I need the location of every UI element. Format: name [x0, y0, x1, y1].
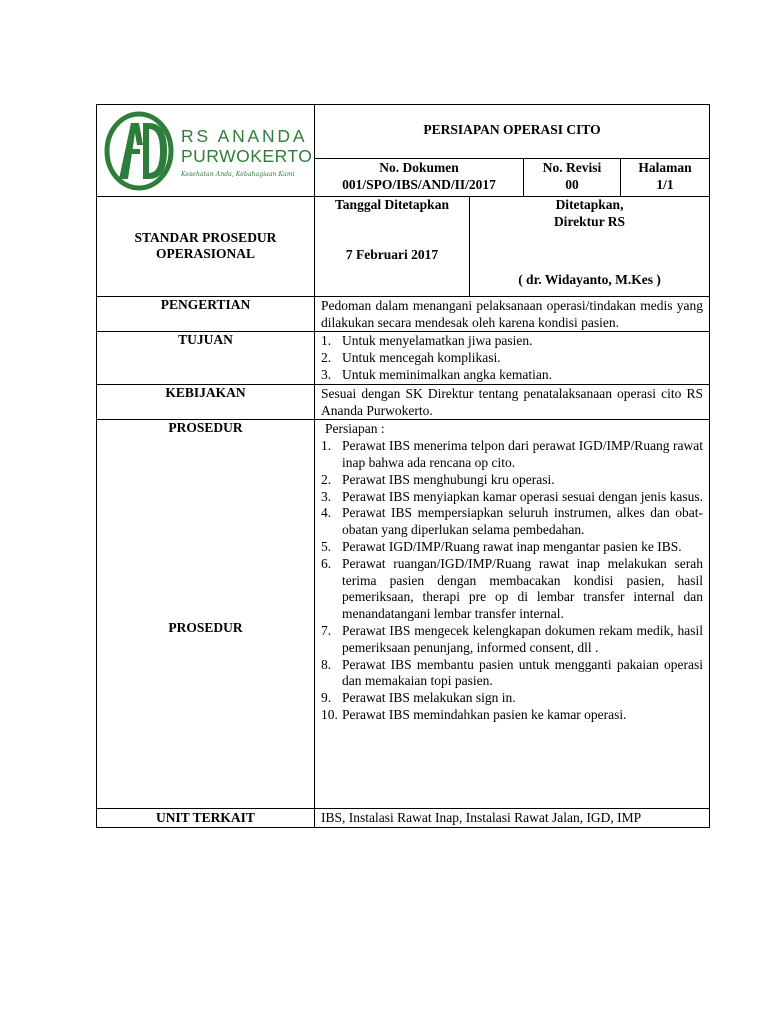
document-title: PERSIAPAN OPERASI CITO [315, 105, 710, 159]
logo-tagline: Kesehatan Anda, Kebahagiaan Kami [181, 171, 295, 178]
spo-document [96, 104, 709, 828]
ditetapkan-cell [470, 196, 710, 296]
spo-table [96, 104, 710, 828]
hospital-logo [97, 105, 313, 191]
prosedur-label-mid: PROSEDUR [168, 620, 243, 636]
prosedur-list [315, 438, 709, 724]
list-item: 1. Perawat IBS menerima telpon dari perawat IGD/IMP/Ruang rawat inap bahwa ada rencana op cito. [321, 438, 704, 470]
list-item: 2. Untuk mencegah komplikasi. [321, 350, 501, 366]
list-item: 8. Perawat IBS membantu pasien untuk mengganti pakaian operasi dan memakaian topi pasien. [321, 656, 704, 689]
spo-label-cell [97, 196, 315, 296]
revisi-value: 00 [565, 176, 579, 192]
kebijakan-text: Sesuai dengan SK Direktur tentang penatalaksanaan operasi cito RS Ananda Purwokerto. [315, 384, 710, 420]
list-item: 3. Untuk meminimalkan angka kematian. [321, 366, 552, 382]
list-item: 6. Perawat ruangan/IGD/IMP/Ruang rawat inap melakukan serah terima pasien dengan membacakan kondisi pasien, hasil pemeriksaan, therapi pre op di lembar transfer internal dan menandatangani lembar transfer internal. [321, 555, 704, 622]
list-item: 5. Perawat IGD/IMP/Ruang rawat inap mengantar pasien ke IBS. [321, 538, 682, 554]
halaman-label: Halaman [638, 159, 692, 175]
ditetapkan-line1: Ditetapkan, [555, 196, 624, 212]
tanggal-cell [315, 196, 470, 296]
spo-label-line1: STANDAR PROSEDUR [134, 229, 277, 245]
prosedur-intro: Persiapan : [325, 421, 385, 437]
list-item: 4. Perawat IBS mempersiapkan seluruh instrumen, alkes dan obat-obatan yang diperlukan selama pembedahan. [321, 505, 704, 538]
unit-text: IBS, Instalasi Rawat Inap, Instalasi Rawat Jalan, IGD, IMP [315, 809, 710, 828]
dokumen-cell [315, 158, 524, 196]
list-item: 1. Untuk menyelamatkan jiwa pasien. [321, 333, 533, 349]
tanggal-label: Tanggal Ditetapkan [335, 196, 449, 212]
logo-line1: RS ANANDA [181, 126, 308, 146]
prosedur-cell [315, 420, 710, 809]
pengertian-text: Pedoman dalam menangani pelaksanaan operasi/tindakan medis yang dilakukan secara mendesak oleh karena kondisi pasien. [315, 296, 710, 332]
list-item: 9. Perawat IBS melakukan sign in. [321, 690, 516, 706]
tujuan-list [315, 333, 709, 383]
dokumen-value: 001/SPO/IBS/AND/II/2017 [342, 176, 496, 192]
prosedur-label-cell [97, 420, 315, 809]
tanggal-value: 7 Februari 2017 [345, 246, 439, 262]
tujuan-label: TUJUAN [97, 332, 315, 384]
kebijakan-label: KEBIJAKAN [97, 384, 315, 420]
list-item: 3. Perawat IBS menyiapkan kamar operasi sesuai dengan jenis kasus. [321, 488, 704, 504]
unit-label: UNIT TERKAIT [97, 809, 315, 828]
list-item: 7. Perawat IBS mengecek kelengkapan dokumen rekam medik, hasil pemeriksaan penunjang, informed consent, dll . [321, 622, 704, 655]
pengertian-label: PENGERTIAN [97, 296, 315, 332]
tujuan-cell [315, 332, 710, 384]
ditetapkan-line2: Direktur RS [553, 213, 626, 229]
list-item: 10. Perawat IBS memindahkan pasien ke kamar operasi. [321, 706, 627, 722]
logo-line2: PURWOKERTO [181, 146, 313, 166]
halaman-cell [621, 158, 710, 196]
dokumen-label: No. Dokumen [379, 159, 459, 175]
list-item: 2. Perawat IBS menghubungi kru operasi. [321, 471, 555, 487]
logo-cell [97, 105, 315, 197]
signatory-name: ( dr. Widayanto, M.Kes ) [518, 272, 661, 288]
revisi-label: No. Revisi [542, 159, 602, 175]
revisi-cell [524, 158, 621, 196]
halaman-value: 1/1 [656, 176, 674, 192]
spo-label-line2: OPERASIONAL [155, 246, 255, 262]
prosedur-label-top: PROSEDUR [168, 420, 243, 436]
